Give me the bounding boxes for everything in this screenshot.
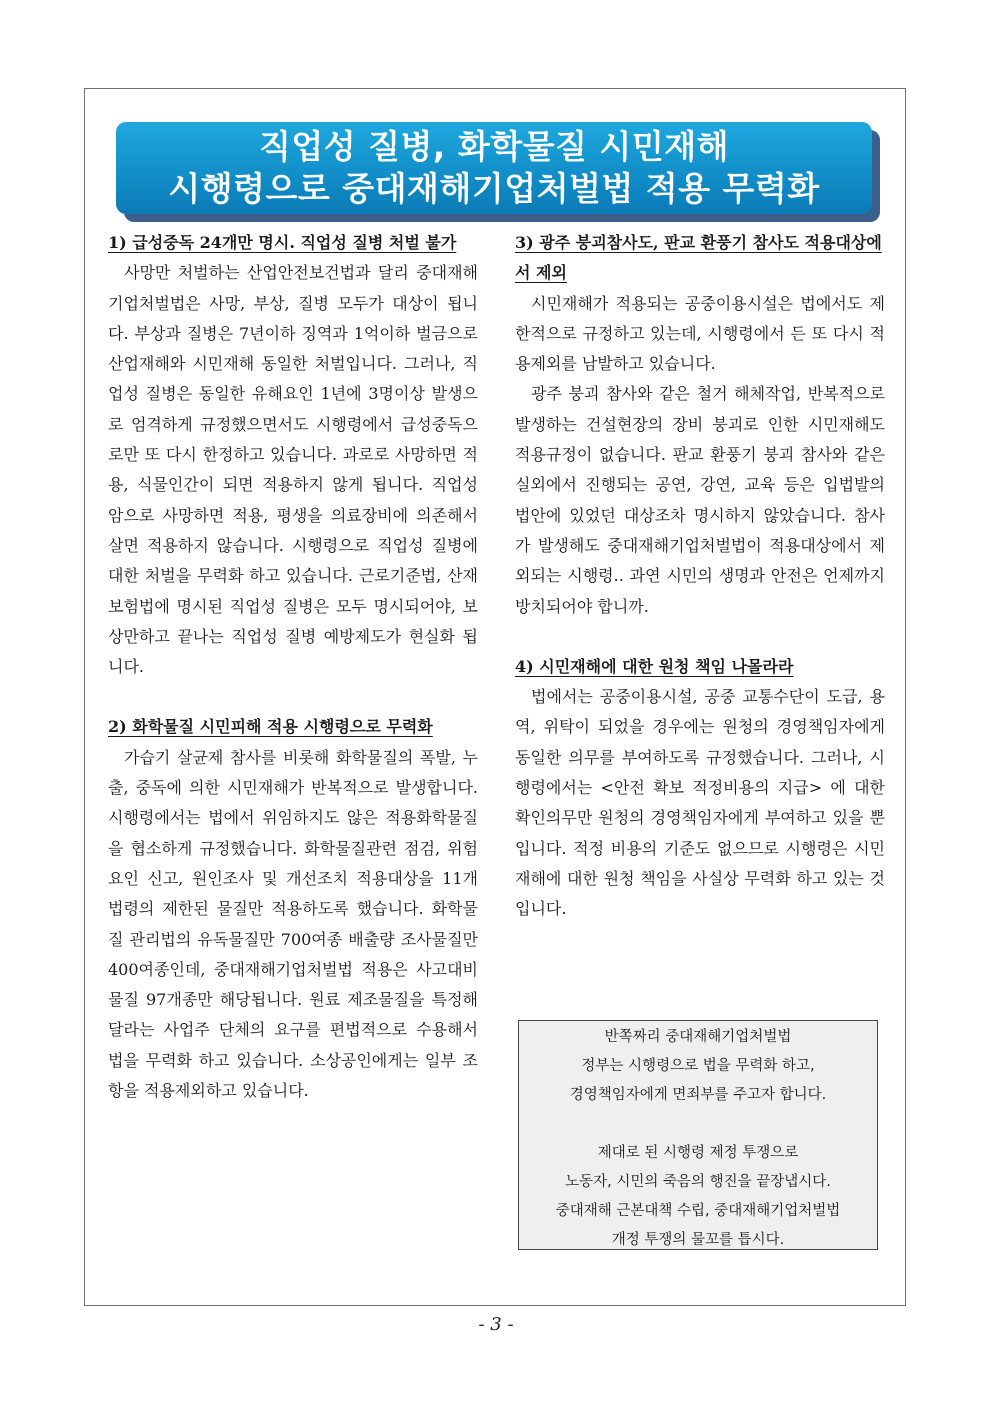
section-3-heading: 3) 광주 붕괴참사도, 판교 환풍기 참사도 적용대상에서 제외 bbox=[515, 233, 882, 283]
callout-line: 경영책임자에게 면죄부를 주고자 합니다. bbox=[569, 1087, 827, 1103]
callout-blank-line bbox=[519, 1110, 877, 1139]
section-2-heading: 2) 화학물질 시민피해 적용 시행령으로 무력화 bbox=[108, 717, 433, 737]
section-3-paragraph-2: 광주 붕괴 참사와 같은 철거 해체작업, 반복적으로 발생하는 건설현장의 장비 붕괴로 인한 시민재해도 적용규정이 없습니다. 판교 환풍기 붕괴 참사와 같은 실외에서 진행되는 공연, 강연, 교육 등은 입법발의 법안에 있었던 대상조차 명시하지 않았습니다. 참사가 발생해도 중대재해기업처벌법이 적용대상에서 제외되는 시행령.. 과연 시민의 생명과 안전은 언제까지 방치되어야 합니까. bbox=[515, 384, 885, 616]
section-spacer bbox=[515, 622, 885, 652]
title-line-1: 직업성 질병, 화학물질 시민재해 bbox=[259, 127, 729, 166]
section-1-heading: 1) 급성중독 24개만 명시. 직업성 질병 처벌 불가 bbox=[108, 233, 457, 252]
section-2-body: 가습기 살균제 참사를 비롯해 화학물질의 폭발, 누출, 중독에 의한 시민재해가 반복적으로 발생합니다. 시행령에서는 법에서 위임하지도 않은 적용화학물질을 협소하게 규정했습니다. 화학물질관련 점검, 위험요인 신고, 원인조사 및 개선조치 적용대상을 11개 법령의 제한된 물질만 적용하도록 했습니다. 화학물질 관리법의 유독물질만 700여종 배출량 조사물질만 400여종인데, 중대재해기업처벌법 적용은 사고대비물질 97개종만 해당됩니다. 원료 제조물질을 특정해 달라는 사업주 단체의 요구를 편법적으로 수용해서 법을 무력화 하고 있습니다. 소상공인에게는 일부 조항을 적용제외하고 있습니다. bbox=[108, 747, 478, 1101]
right-column bbox=[515, 228, 885, 925]
section-1-body: 사망만 처벌하는 산업안전보건법과 달리 중대재해기업처벌법은 사망, 부상, 질병 모두가 대상이 됩니다. 부상과 질병은 7년이하 징역과 1억이하 벌금으로 산업재해와 시민재해 동일한 처벌입니다. 그러나, 직업성 질병은 동일한 유해요인 1년에 3명이상 발생으로 엄격하게 규정했으면서도 시행령에서 급성중독으로만 또 다시 한정하고 있습니다. 과로로 사망하면 적용, 식물인간이 되면 적용하지 않게 됩니다. 직업성 암으로 사망하면 적용, 평생을 의료장비에 의존해서 살면 적용하지 않습니다. 시행령으로 직업성 질병에 대한 처벌을 무력화 하고 있습니다. 근로기준법, 산재보험법에 명시된 직업성 질병은 모두 명시되어야, 보상만하고 끝나는 직업성 질병 예방제도가 현실화 됩니다. bbox=[108, 263, 478, 677]
section-4-body: 법에서는 공중이용시설, 공중 교통수단이 도급, 용역, 위탁이 되었을 경우에는 원청의 경영책임자에게 동일한 의무를 부여하도록 규정했습니다. 그러나, 시행령에서는 <안전 확보 적정비용의 지급> 에 대한 확인의무만 원청의 경영책임자에게 부여하고 있을 뿐입니다. 적정 비용의 기준도 없으므로 시행령은 시민재해에 대한 원청 책임을 사실상 무력화 하고 있는 것입니다. bbox=[515, 687, 885, 919]
section-spacer bbox=[108, 682, 478, 712]
page-number: - 3 - bbox=[478, 1314, 514, 1335]
callout-line: 개정 투쟁의 물꼬를 틉시다. bbox=[611, 1232, 785, 1248]
callout-line: 중대재해 근본대책 수립, 중대재해기업처벌법 bbox=[555, 1203, 841, 1219]
section-4-heading: 4) 시민재해에 대한 원청 책임 나몰라라 bbox=[515, 656, 794, 676]
callout-box bbox=[518, 1020, 878, 1250]
left-column bbox=[108, 228, 478, 1106]
callout-line: 제대로 된 시행령 제정 투쟁으로 bbox=[597, 1145, 799, 1161]
title-banner bbox=[116, 122, 872, 214]
title-line-2: 시행령으로 중대재해기업처벌법 적용 무력화 bbox=[168, 169, 820, 208]
callout-line: 반쪽짜리 중대재해기업처벌법 bbox=[604, 1029, 792, 1045]
callout-line: 노동자, 시민의 죽음의 행진을 끝장냅시다. bbox=[565, 1174, 831, 1190]
callout-line: 정부는 시행령으로 법을 무력화 하고, bbox=[581, 1058, 815, 1074]
section-3-paragraph-1: 시민재해가 적용되는 공중이용시설은 법에서도 제한적으로 규정하고 있는데, 시행령에서 든 또 다시 적용제외를 남발하고 있습니다. bbox=[515, 293, 885, 374]
